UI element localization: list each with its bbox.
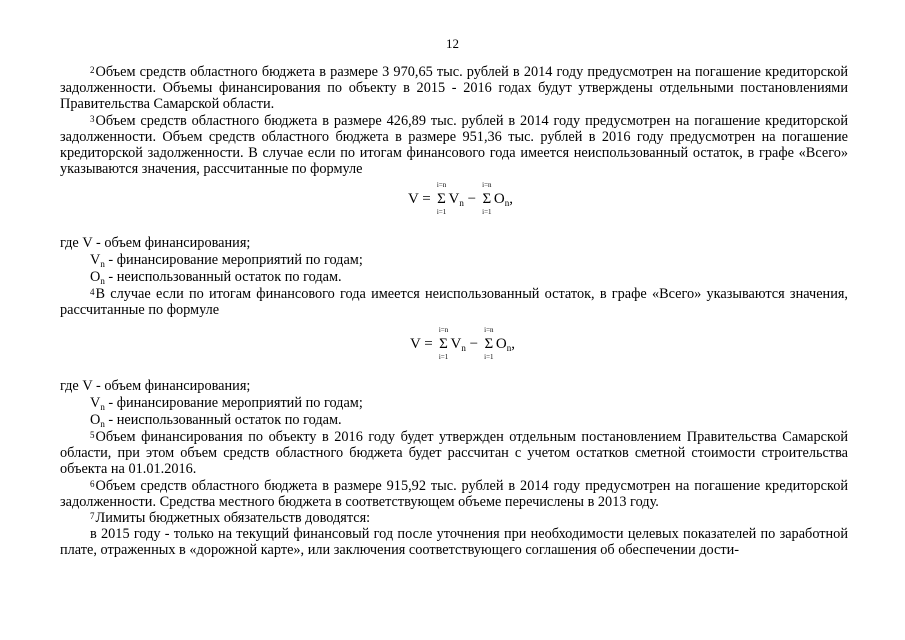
formula-lhs: V = bbox=[408, 191, 431, 208]
sum-upper-limit: i=n bbox=[482, 181, 492, 190]
sum-operator: i=n Σ i=1 bbox=[438, 336, 450, 352]
sum-upper-limit: i=n bbox=[438, 326, 449, 335]
sum-operator: i=n Σ i=1 bbox=[481, 191, 493, 207]
sum-operator: i=n Σ i=1 bbox=[483, 336, 495, 352]
footnote-4 bbox=[60, 286, 848, 318]
footnote-text: Объем финансирования по объекту в 2016 году будет утвержден отдельным постановлением Правительства Самарской области, при этом объем средств областного бюджета будет рассчитан с учетом остатков сметной стоимости строительства объекта на 01.01.2016. bbox=[60, 429, 848, 478]
definition-on: $O_n$ - неиспользованный остаток по годам. bbox=[90, 411, 342, 429]
formula-1 bbox=[60, 177, 848, 235]
sum-operator: i=n Σ i=1 bbox=[436, 191, 448, 207]
footnote-7 bbox=[60, 510, 848, 526]
footnote-marker: 6 bbox=[90, 478, 95, 489]
footnote-text: Объем средств областного бюджета в размере 426,89 тыс. рублей в 2014 году предусмотрен на погашение кредиторской задолженности. Объем средств областного бюджета в размере 951,36 тыс. рублей в 2016 году предусмотрен на погашение кредиторской задолженности. В случае если по итогам финансового года имеется неиспользованный остаток, в графе «Всего» указываются значения, рассчитанные по формуле bbox=[60, 112, 848, 178]
footnotes-body bbox=[60, 64, 848, 559]
formula-v: V bbox=[448, 191, 460, 208]
footnote-marker: 2 bbox=[90, 65, 95, 75]
footnote-7-item: в 2015 году - только на текущий финансовый год после уточнения при необходимости целевых показателей по заработной плате, отраженных в «дорожной карте», или заключения соответствующего соглашения об обеспечении дости- bbox=[60, 526, 848, 559]
footnote-text: Объем средств областного бюджета в размере 3 970,65 тыс. рублей в 2014 году предусмотрен на погашение кредиторской задолженности. Объемы финансирования по объекту в 2015 - 2016 годах будут утверждены отдельными постановлениями Правительства Самарской области. bbox=[60, 64, 848, 113]
formula-v: V bbox=[450, 336, 462, 353]
footnote-marker: 3 bbox=[90, 113, 95, 124]
sum-upper-limit: i=n bbox=[484, 326, 494, 335]
definition-vn: $V_n$ - финансирование мероприятий по годам; bbox=[90, 251, 363, 269]
footnote-marker: 5 bbox=[90, 430, 95, 441]
formula-o: O bbox=[493, 191, 505, 208]
formula-lhs: V = bbox=[410, 336, 433, 353]
footnote-text: Объем средств областного бюджета в размере 915,92 тыс. рублей в 2014 году предусмотрен на погашение кредиторской задолженности. Средства местного бюджета в соответствующем объеме перечислены в 2013 году. bbox=[60, 477, 848, 510]
footnote-2 bbox=[60, 64, 848, 113]
definition-vn: $V_n$ - финансирование мероприятий по годам; bbox=[90, 394, 363, 412]
footnote-marker: 4 bbox=[90, 287, 95, 298]
formula-2 bbox=[60, 318, 848, 378]
formula-expression: V = i=n Σ i=1 $V_n$ − i=n Σ i=1 $O_n$, bbox=[408, 181, 513, 216]
footnote-5 bbox=[60, 429, 848, 478]
sum-lower-limit: i=1 bbox=[482, 207, 492, 216]
footnote-6 bbox=[60, 478, 848, 510]
footnote-text: В случае если по итогам финансового года имеется неиспользованный остаток, в графе «Всего» указываются значения, рассчитанные по формуле bbox=[60, 286, 848, 319]
sum-lower-limit: i=1 bbox=[438, 352, 449, 361]
formula-o: O bbox=[495, 336, 507, 353]
sum-lower-limit: i=1 bbox=[484, 352, 494, 361]
sum-upper-limit: i=n bbox=[436, 181, 447, 190]
definition-v: где V - объем финансирования; bbox=[60, 378, 251, 395]
footnote-text: Лимиты бюджетных обязательств доводятся: bbox=[95, 510, 371, 527]
formula-expression: V = i=n Σ i=1 $V_n$ − i=n Σ i=1 $O_n$, bbox=[410, 326, 515, 361]
footnote-3 bbox=[60, 113, 848, 178]
definition-on: $O_n$ - неиспользованный остаток по годам. bbox=[90, 268, 342, 286]
page-number: 12 bbox=[446, 36, 459, 51]
definition-v: где V - объем финансирования; bbox=[60, 235, 251, 252]
sum-lower-limit: i=1 bbox=[436, 207, 447, 216]
footnote-marker: 7 bbox=[90, 511, 95, 522]
